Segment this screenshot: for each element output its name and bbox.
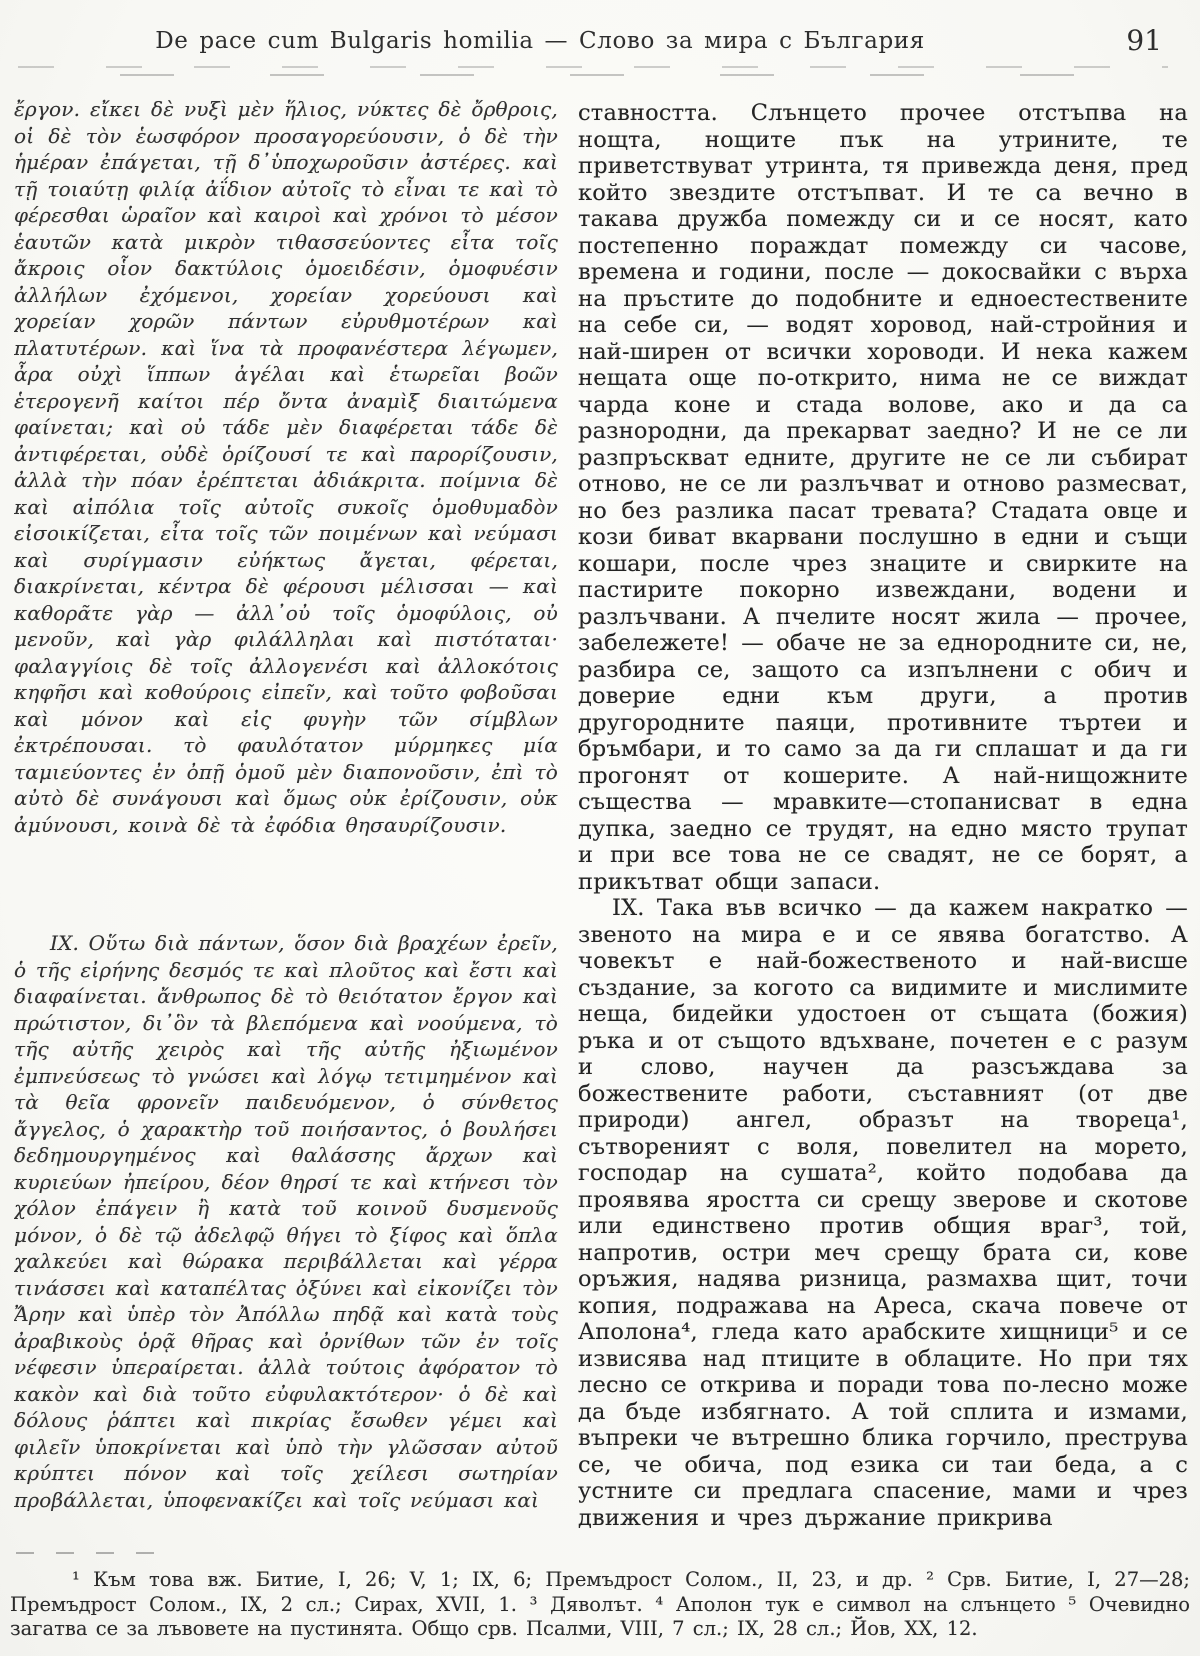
bulgarian-paragraph-ix: IX. Така във всичко — да кажем накратко — звеното на мира е и се явява богатство. А човекът е най-божественото и най-висше създание, за когото са видимите и мислимите неща, бидейки удостоен от същата (божия) ръка и от същото вдъхване, почетен е с разум и слово, научен да разсъждава за божествените работи, съставният (от две природи) ангел, образът на твореца¹, сътвореният с воля, повелител на морето, господар на сушата², който подобава да проявява яростта си срещу зверове и скотове или единствено против общия враг³, той, напротив, остри меч срещу брата си, кове оръжия, надява ризница, размахва щит, точи копия, подражава на Ареса, скача повече от Аполона⁴, гледа като арабските хищници⁵ и се извисява над птиците в облаците. Но при тях лесно се открива и поради това по-лесно може да бъде избягнато. А той сплита и измами, въпреки че вътрешно блика горчило, преструва се, че обича, под езика си таи беда, а с устните си предлага спасение, мами и чрез движения и чрез държание прикрива	[578, 895, 1188, 1531]
bulgarian-paragraph-continuation: ставността. Слънцето прочее отстъпва на нощта, нощите пък на утрините, те приветствуват утринта, тя привежда деня, пред който звездите отстъпват. И те са вечно в такава дружба помежду си и се носят, като постепенно пораждат помежду си часове, времена и години, после — докосвайки с върха на пръстите до подобните и едноестествените на себе си, — водят хоровод, най-стройния и най-ширен от всички хороводи. И нека кажем нещата още по-открито, нима не се виждат чарда коне и стада волове, ако и да са разнородни, да прекарват заедно? И не се ли разпръскват едните, другите не се ли събират отново, не се ли разлъчват и отново размесват, но без разлика пасат тревата? Стадата овце и кози биват вкарвани послушно в едни и същи кошари, после чрез знаците и свирките на пастирите покорно извеждани, водени и разлъчвани. А пчелите носят жила — прочее, забележете! — обаче не за еднородните си, не, разбира се, защото са изпълнени с обич и доверие едни към други, а против другородните паяци, противните търтеи и бръмбари, и то само за да ги сплашат и да ги прогонят от кошерите. А най-нищожните същества — мравките—стопанисват в една дупка, заедно се трудят, на едно място трупат и при все това не се свадят, не се борят, а прикътват общи запаси.	[578, 100, 1188, 895]
greek-section-ix-block	[14, 930, 558, 1513]
bulgarian-text-column	[578, 100, 1188, 1531]
greek-paragraph-ix: IX. Οὕτω διὰ πάντων, ὅσον διὰ βραχέων ἐρεῖν, ὁ τῆς εἰρήνης δεσμός τε καὶ πλοῦτος καὶ ἔστι καὶ διαφαίνεται. ἄνθρωπος δὲ τὸ θειότατον ἔργον καὶ πρώτιστον, δι᾽ὃν τὰ βλεπόμενα καὶ νοούμενα, τὸ τῆς αὐτῆς χειρὸς καὶ τῆς αὐτῆς ἠξιωμένον ἐμπνεύσεως τὸ γνώσει καὶ λόγῳ τετιμημένον καὶ τὰ θεῖα φρονεῖν παιδευόμενον, ὁ σύνθετος ἄγγελος, ὁ χαρακτὴρ τοῦ ποιήσαντος, ὁ βουλήσει δεδημουργημένος καὶ θαλάσσης ἄρχων καὶ κυριεύων ἠπείρου, δέον θηρσί τε καὶ κτήνεσι τὸν χόλον ἐπάγειν ἢ κατὰ τοῦ κοινοῦ δυσμενοῦς μόνον, ὁ δὲ τῷ ἀδελφῷ θήγει τὸ ξίφος καὶ ὅπλα χαλκεύει καὶ θώρακα περιβάλλεται καὶ γέρρα τινάσσει καὶ καταπέλτας ὀξύνει καὶ εἰκονίζει τὸν Ἄρην καὶ ὑπὲρ τὸν Ἀπόλλω πηδᾷ καὶ κατὰ τοὺς ἀραβικοὺς ὁρᾷ θῆρας καὶ ὀρνίθων τῶν ἐν τοῖς νέφεσιν ὑπεραίρεται. ἀλλὰ τούτοις ἀφόρατον τὸ κακὸν καὶ διὰ τοῦτο εὐφυλακτότερον· ὁ δὲ καὶ δόλους ῥάπτει καὶ πικρίας ἔσωθεν γέμει καὶ φιλεῖν ὑποκρίνεται καὶ ὑπὸ τὴν γλῶσσαν αὐτοῦ κρύπτει πόνον καὶ τοῖς χείλεσι σωτηρίαν προβάλλεται, ὑποφενακίζει καὶ τοῖς νεύμασι καὶ	[14, 931, 558, 1512]
greek-paragraph-continuation: ἔργον. εἴκει δὲ νυξὶ μὲν ἥλιος, νύκτες δὲ ὄρθροις, οἱ δὲ τὸν ἑωσφόρον προσαγορεύουσιν, ὁ δὲ τὴν ἡμέραν ἐπάγεται, τῇ δ᾽ὑποχωροῦσιν ἀστέρες. καὶ τῇ τοιαύτῃ φιλίᾳ ἀΐδιον αὐτοῖς τὸ εἶναι τε καὶ τὸ φέρεσθαι ὡραῖον καὶ καιροὶ καὶ χρόνοι τὸ μέσον ἑαυτῶν κατὰ μικρὸν τιθασσεύοντες εἶτα τοῖς ἄκροις οἷον δακτύλοις ὁμοειδέσιν, ὁμοφυέσιν ἀλλήλων ἐχόμενοι, χορείαν χορεύουσι καὶ χορείαν χορῶν πάντων εὐρυθμοτέρων καὶ πλατυτέρων. καὶ ἵνα τὰ προφανέστερα λέγωμεν, ἆρα οὐχὶ ἵππων ἀγέλαι καὶ ἑτωρεῖαι βοῶν ἑτερογενῆ καίτοι πέρ ὄντα ἀναμὶξ διαιτώμενα φαίνεται; καὶ οὐ τάδε μὲν διαφέρεται τάδε δὲ ἀντιφέρεται, οὐδὲ ὁρίζουσί τε καὶ παρορίζουσιν, ἀλλὰ τὴν πόαν ἐρέπτεται ἀδιάκριτα. ποίμνια δὲ καὶ αἰπόλια τοῖς αὐτοῖς συκοῖς ὁμοθυμαδὸν εἰσοικίζεται, εἶτα τοῖς τῶν ποιμένων καὶ νεύμασι καὶ συρίγμασιν εὐήκτως ἄγεται, φέρεται, διακρίνεται, κέντρα δὲ φέρουσι μέλισσαι — καὶ καθορᾶτε γὰρ — ἀλλ᾽οὐ τοῖς ὁμοφύλοις, οὐ μενοῦν, καὶ γὰρ φιλάλληλαι καὶ πιστόταται· φαλαγγίοις δὲ τοῖς ἀλλογενέσι καὶ ἀλλοκότοις κηφῆσι καὶ κοθούροις εἰπεῖν, καὶ τοῦτο φοβοῦσαι καὶ μόνον καὶ εἰς φυγὴν τῶν σίμβλων ἐκτρέπουσαι. τὸ φαυλότατον μύρμηκες μία ταμιεύοντες ἐν ὀπῇ ὁμοῦ μὲν διαπονοῦσιν, ἐπὶ τὸ αὐτὸ δὲ συνάγουσι καὶ ὅμως οὐκ ἐρίζουσιν, οὐκ ἀμύνουσι, κοινὰ δὲ τὰ ἐφόδια θησαυρίζουσιν.	[14, 97, 558, 837]
header-rule-dashes	[18, 66, 1168, 68]
footnote-text: ¹ Към това вж. Битие, I, 26; V, 1; IX, 6; Премъдрост Солом., II, 23, и др. ² Срв. Битие, I, 27—28; Премъдрост Солом., IX, 2 сл.; Сирах, XVII, 1. ³ Дяволът. ⁴ Аполон тук е символ на слънцето ⁵ Очевидно загатва се за лъвовете на пустинята. Общо срв. Псалми, VIII, 7 сл.; IX, 28 сл.; Йов, XX, 12.	[10, 1568, 1190, 1640]
running-head-title: De pace cum Bulgaris homilia — Слово за мира с България	[155, 28, 925, 54]
footnotes-block	[10, 1568, 1190, 1642]
page-number: 91	[1126, 24, 1162, 57]
footnote-separator	[16, 1552, 176, 1554]
header-rule-dashes-2	[120, 74, 1160, 76]
greek-text-column	[14, 96, 558, 838]
